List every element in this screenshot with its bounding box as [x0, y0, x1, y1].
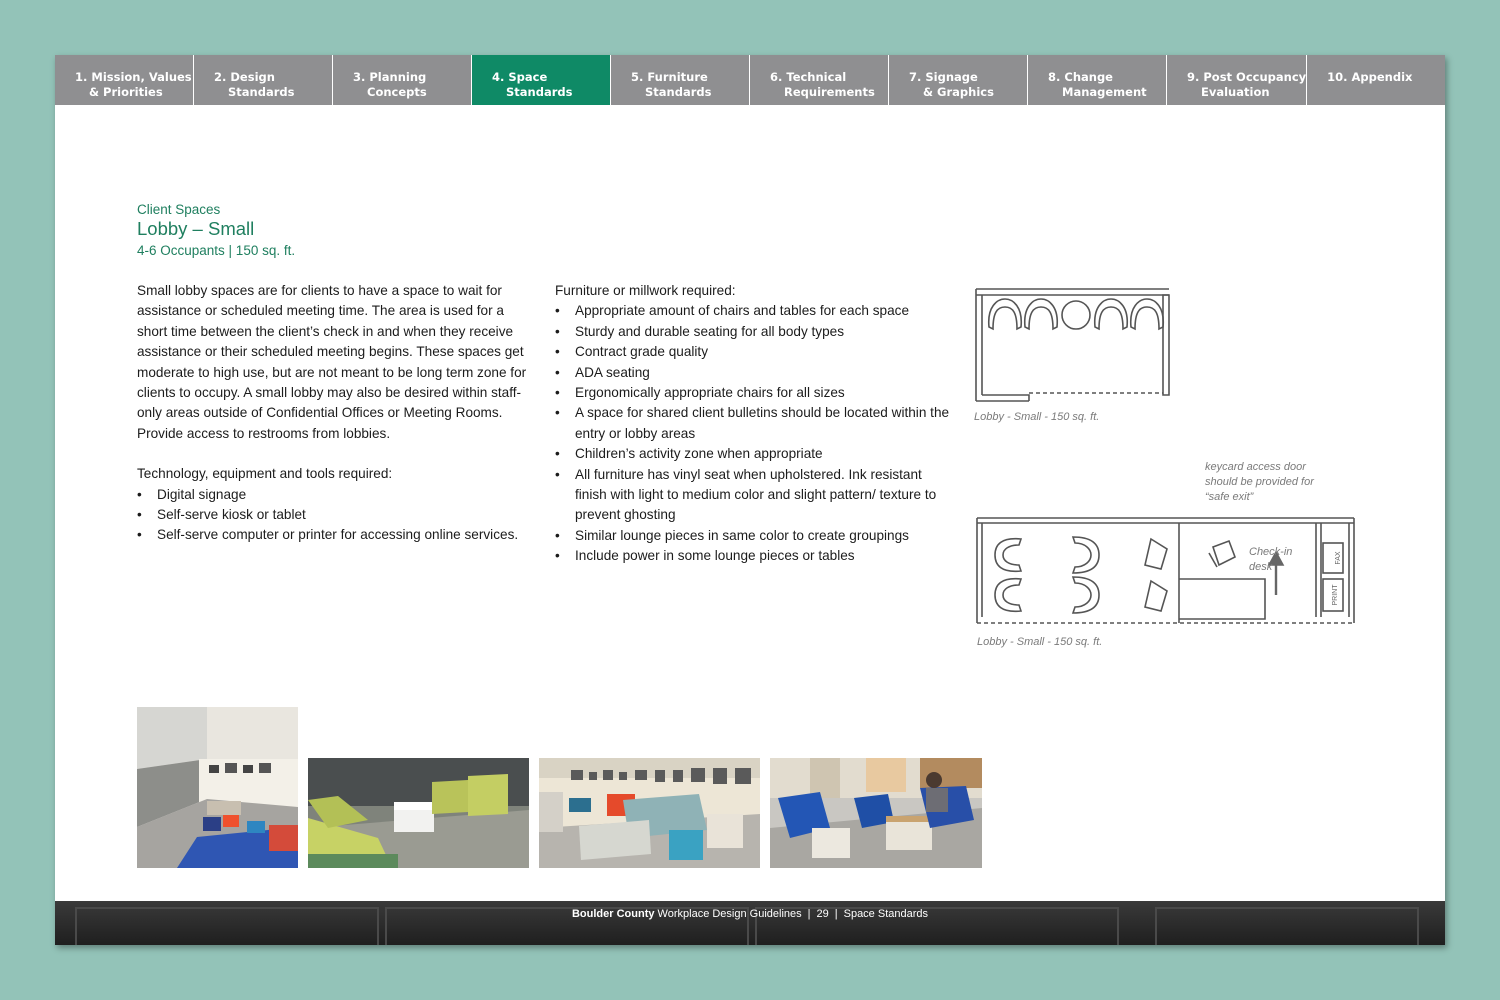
page-subtitle: 4-6 Occupants | 150 sq. ft.	[137, 243, 296, 258]
tab-post-occupancy[interactable]	[1167, 55, 1307, 105]
footer-section: Space Standards	[843, 908, 928, 920]
tab-label: Standards	[228, 85, 295, 99]
description-column	[137, 281, 527, 546]
tab-label: Standards	[645, 85, 712, 99]
tab-technical-requirements[interactable]	[750, 55, 889, 105]
technology-list	[137, 485, 527, 546]
tab-label: Management	[1062, 85, 1147, 99]
tab-label: 5. Furniture	[631, 70, 708, 84]
footer-separator: |	[807, 908, 811, 920]
note-line: should be provided for	[1205, 476, 1314, 488]
fax-label: FAX	[1335, 551, 1342, 565]
furniture-column	[555, 281, 955, 567]
print-label: PRINT	[1332, 584, 1339, 606]
blue-lounge-photo	[770, 758, 982, 868]
tab-label: Requirements	[784, 85, 875, 99]
tab-label: & Priorities	[89, 85, 163, 99]
list-item: • ADA seating	[555, 363, 955, 383]
list-item: • Sturdy and durable seating for all body types	[555, 322, 955, 342]
floor-plan-sketch-2	[973, 457, 1363, 637]
list-item: • Appropriate amount of chairs and tables for each space	[555, 301, 955, 321]
tab-label: 1. Mission, Values	[75, 70, 192, 84]
tab-planning-concepts[interactable]	[333, 55, 472, 105]
technology-heading: Technology, equipment and tools required:	[137, 466, 393, 482]
tab-label: 2. Design	[214, 70, 275, 84]
lounge-seating-photo	[308, 758, 529, 868]
tab-label: 6. Technical	[770, 70, 847, 84]
tab-appendix[interactable]	[1307, 55, 1445, 105]
tab-change-management[interactable]	[1028, 55, 1167, 105]
tab-furniture-standards[interactable]	[611, 55, 750, 105]
page-heading	[137, 202, 295, 258]
list-item: • Self-serve kiosk or tablet	[137, 505, 527, 525]
tab-label: & Graphics	[923, 85, 994, 99]
tab-mission-values[interactable]	[55, 55, 194, 105]
footer-text	[55, 908, 1445, 920]
list-item: • Similar lounge pieces in same color to create groupings	[555, 526, 955, 546]
intro-paragraph: Small lobby spaces are for clients to have a space to wait for assistance or scheduled meeting time. The area is used for a short time between the client’s check in and when they receive assistance or their scheduled meeting begins. These spaces get moderate to high use, but are not meant to be long term zone for clients to occupy. A small lobby may also be desired within staff-only areas outside of Confidential Offices or Meeting Rooms. Provide access to restrooms from lobbies.	[137, 283, 527, 441]
tab-space-standards[interactable]	[472, 55, 611, 105]
floor-plan-sketch-1	[973, 283, 1173, 403]
tab-label: 3. Planning	[353, 70, 427, 84]
list-item: • Include power in some lounge pieces or tables	[555, 546, 955, 566]
note-line: keycard access door	[1205, 461, 1306, 473]
tab-label: Standards	[506, 85, 573, 99]
check-in-desk-label	[1249, 545, 1292, 575]
lobby-hallway-photo	[137, 707, 298, 868]
page-footer	[55, 901, 1445, 945]
tab-signage-graphics[interactable]	[889, 55, 1028, 105]
tab-label: Evaluation	[1201, 85, 1270, 99]
footer-org: Boulder County	[571, 908, 655, 920]
furniture-list	[555, 301, 955, 566]
section-tab-bar	[55, 55, 1445, 105]
list-item: • Children’s activity zone when appropriate	[555, 444, 955, 464]
floor-plan-caption-2: Lobby - Small - 150 sq. ft.	[977, 636, 1103, 648]
list-item: • A space for shared client bulletins should be located within the entry or lobby areas	[555, 403, 955, 444]
list-item: • Self-serve computer or printer for accessing online services.	[137, 525, 527, 545]
furniture-heading: Furniture or millwork required:	[555, 283, 736, 298]
tab-label: 10. Appendix	[1327, 70, 1413, 84]
tab-label: 7. Signage	[909, 70, 978, 84]
list-item: • All furniture has vinyl seat when upholstered. Ink resistant finish with light to medium color and slight pattern/ texture to prevent ghosting	[555, 465, 955, 526]
note-line: “safe exit”	[1205, 491, 1254, 503]
list-item: • Contract grade quality	[555, 342, 955, 362]
label-line: Check-in	[1249, 546, 1293, 558]
label-line: desk	[1249, 561, 1273, 573]
tab-label: 8. Change	[1048, 70, 1113, 84]
tab-design-standards[interactable]	[194, 55, 333, 105]
floor-plan-caption-1: Lobby - Small - 150 sq. ft.	[974, 411, 1100, 423]
page-title: Lobby – Small	[137, 218, 255, 239]
tab-label: 4. Space	[492, 70, 548, 84]
footer-doc-title: Workplace Design Guidelines	[657, 908, 802, 920]
section-label: Client Spaces	[137, 202, 221, 217]
list-item: • Digital signage	[137, 485, 527, 505]
gallery-lobby-photo	[539, 758, 760, 868]
footer-separator: |	[834, 908, 838, 920]
tab-label: Concepts	[367, 85, 427, 99]
list-item: • Ergonomically appropriate chairs for all sizes	[555, 383, 955, 403]
tab-label: 9. Post Occupancy	[1187, 70, 1307, 84]
footer-page-number: 29	[816, 908, 829, 920]
document-page	[55, 55, 1445, 945]
